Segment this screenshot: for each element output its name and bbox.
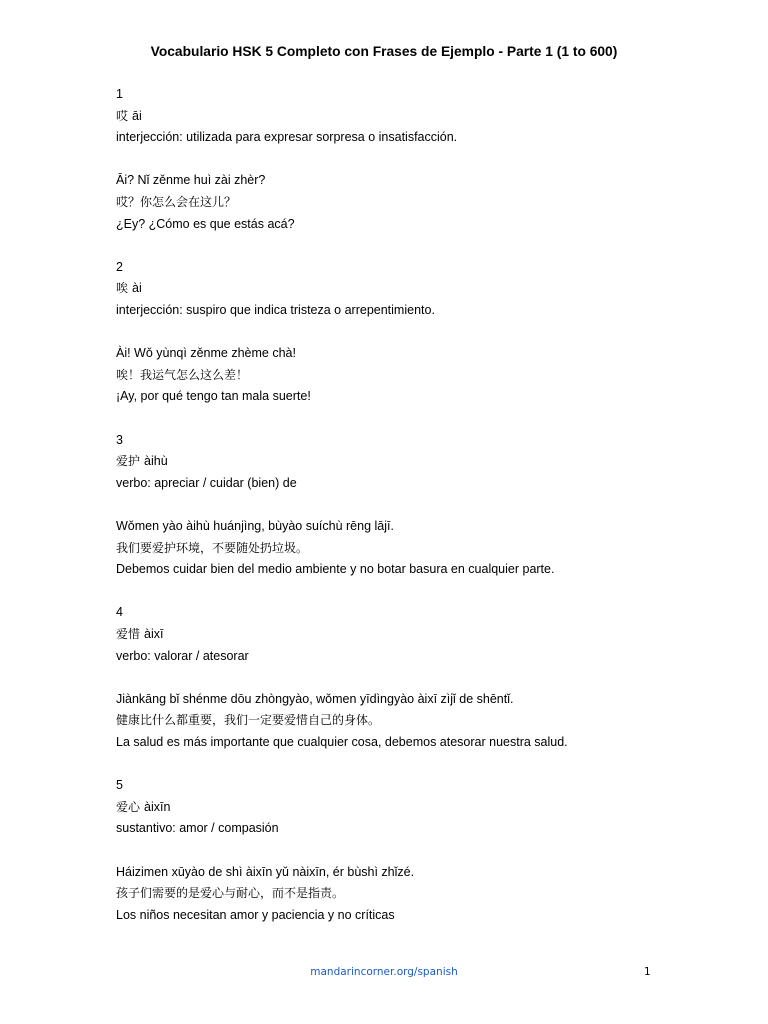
entry-definition: verbo: valorar / atesorar xyxy=(116,648,249,663)
example-spanish: Los niños necesitan amor y paciencia y no críticas xyxy=(116,907,395,922)
entry-pinyin: àixī xyxy=(144,626,164,641)
spacer xyxy=(116,667,736,689)
example-pinyin: Jiànkāng bǐ shénme dōu zhòngyào, wǒmen yīdìngyào àixī zìjǐ de shēntǐ. xyxy=(116,691,514,706)
vocabulary-entry xyxy=(116,84,736,257)
example-chinese: 健康比什么都重要，我们一定要爱惜自己的身体。 xyxy=(116,713,381,728)
example-chinese: 唉！我运气怎么这么差！ xyxy=(116,367,249,382)
example-pinyin: Āi? Nǐ zěnme huì zài zhèr? xyxy=(116,173,266,188)
entry-word xyxy=(116,624,736,646)
example-pinyin: Wǒmen yào àihù huánjìng, bùyào suíchù rēng lājī. xyxy=(116,518,394,533)
example-spanish: ¡Ay, por qué tengo tan mala suerte! xyxy=(116,389,311,404)
page-title: Vocabulario HSK 5 Completo con Frases de Ejemplo - Parte 1 (1 to 600) xyxy=(150,44,618,59)
entry-word xyxy=(116,106,736,128)
entry-pinyin: ài xyxy=(132,281,142,296)
footer-link[interactable]: mandarincorner.org/spanish xyxy=(310,966,458,978)
entry-number: 4 xyxy=(116,605,123,620)
example-spanish: La salud es más importante que cualquier cosa, debemos atesorar nuestra salud. xyxy=(116,734,568,749)
entry-pinyin: àihù xyxy=(144,454,168,469)
entry-definition: verbo: apreciar / cuidar (bien) de xyxy=(116,475,297,490)
vocabulary-entry xyxy=(116,430,736,603)
entry-hanzi: 哎 xyxy=(116,108,129,123)
example-spanish: Debemos cuidar bien del medio ambiente y no botar basura en cualquier parte. xyxy=(116,562,555,577)
example-pinyin: Háizimen xūyào de shì àixīn yǔ nàixīn, ér bùshì zhǐzé. xyxy=(116,864,415,879)
entry-number: 5 xyxy=(116,778,123,793)
entry-number: 1 xyxy=(116,87,123,101)
entry-number: 2 xyxy=(116,259,123,274)
entry-hanzi: 爱惜 xyxy=(116,626,141,641)
example-spanish: ¿Ey? ¿Cómo es que estás acá? xyxy=(116,216,295,231)
entry-word xyxy=(116,278,736,300)
vocabulary-entry xyxy=(116,775,736,948)
entry-pinyin: āi xyxy=(132,108,142,123)
example-pinyin: Ài! Wǒ yùnqì zěnme zhème chà! xyxy=(116,346,296,361)
entry-definition: sustantivo: amor / compasión xyxy=(116,821,279,836)
spacer xyxy=(116,322,736,344)
vocabulary-entry xyxy=(116,602,736,775)
spacer xyxy=(116,149,736,171)
vocabulary-entry xyxy=(116,257,736,430)
page-number: 1 xyxy=(644,966,651,978)
spacer xyxy=(116,840,736,862)
spacer xyxy=(116,494,736,516)
vocabulary-list xyxy=(116,84,736,948)
entry-hanzi: 唉 xyxy=(116,281,129,296)
entry-definition: interjección: suspiro que indica tristeza o arrepentimiento. xyxy=(116,302,435,317)
entry-pinyin: àixīn xyxy=(144,799,171,814)
entry-definition: interjección: utilizada para expresar sorpresa o insatisfacción. xyxy=(116,130,458,145)
entry-number: 3 xyxy=(116,432,123,447)
entry-hanzi: 爱护 xyxy=(116,454,141,469)
example-chinese: 我们要爱护环境，不要随处扔垃圾。 xyxy=(116,540,309,555)
example-chinese: 孩子们需要的是爱心与耐心，而不是指责。 xyxy=(116,886,345,901)
entry-hanzi: 爱心 xyxy=(116,799,141,814)
entry-word xyxy=(116,797,736,819)
example-chinese: 哎？你怎么会在这儿？ xyxy=(116,194,237,209)
entry-word xyxy=(116,451,736,473)
